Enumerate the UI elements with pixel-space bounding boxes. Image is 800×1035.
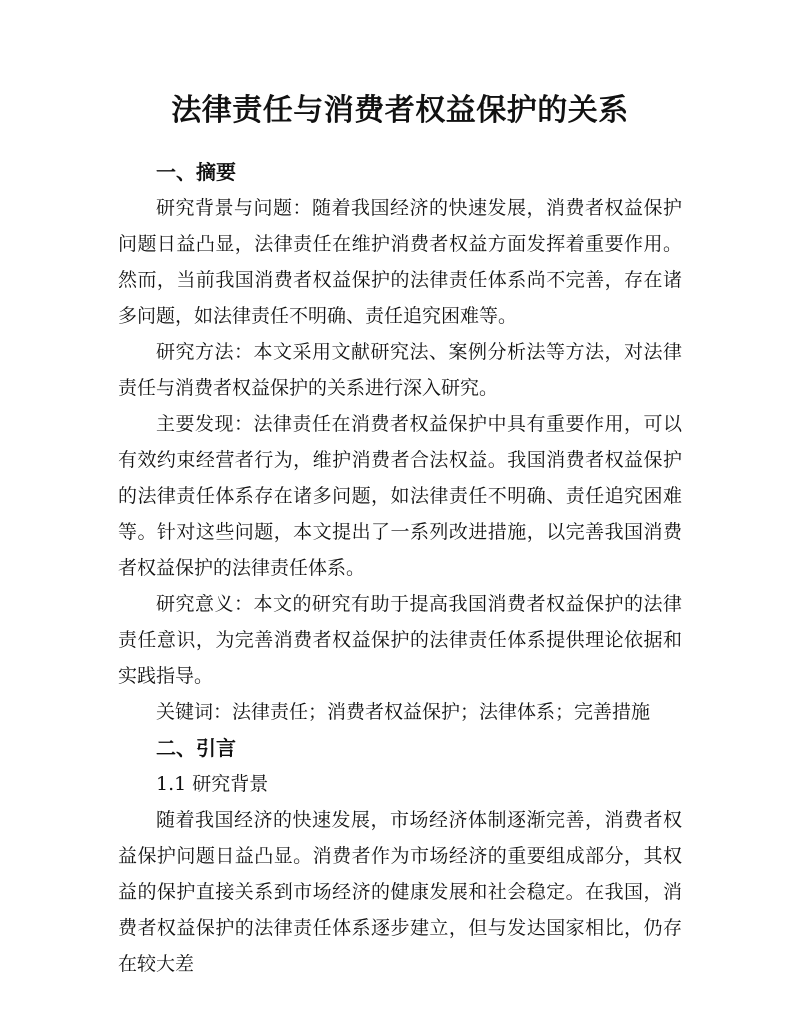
keywords-line: 关键词：法律责任；消费者权益保护；法律体系；完善措施 bbox=[156, 701, 651, 723]
abstract-methods-paragraph: 研究方法：本文采用文献研究法、案例分析法等方法，对法律责任与消费者权益保护的关系进行深入研究。 bbox=[118, 341, 682, 399]
research-background-subheading: 1.1 研究背景 bbox=[156, 773, 269, 795]
abstract-background-paragraph: 研究背景与问题：随着我国经济的快速发展，消费者权益保护问题日益凸显，法律责任在维护消费者权益方面发挥着重要作用。然而，当前我国消费者权益保护的法律责任体系尚不完善，存在诸多问题，如法律责任不明确、责任追究困难等。 bbox=[118, 197, 682, 327]
introduction-paragraph: 随着我国经济的快速发展，市场经济体制逐渐完善，消费者权益保护问题日益凸显。消费者作为市场经济的重要组成部分，其权益的保护直接关系到市场经济的健康发展和社会稳定。在我国，消费者权益保护的法律责任体系逐步建立，但与发达国家相比，仍存在较大差 bbox=[118, 809, 682, 975]
abstract-findings-paragraph: 主要发现：法律责任在消费者权益保护中具有重要作用，可以有效约束经营者行为，维护消费者合法权益。我国消费者权益保护的法律责任体系存在诸多问题，如法律责任不明确、责任追究困难等。针对这些问题，本文提出了一系列改进措施，以完善我国消费者权益保护的法律责任体系。 bbox=[118, 413, 682, 579]
document-title: 法律责任与消费者权益保护的关系 bbox=[171, 93, 629, 128]
abstract-significance-paragraph: 研究意义：本文的研究有助于提高我国消费者权益保护的法律责任意识，为完善消费者权益保护的法律责任体系提供理论依据和实践指导。 bbox=[118, 593, 682, 687]
introduction-heading: 二、引言 bbox=[156, 736, 236, 760]
abstract-heading: 一、摘要 bbox=[156, 160, 236, 184]
